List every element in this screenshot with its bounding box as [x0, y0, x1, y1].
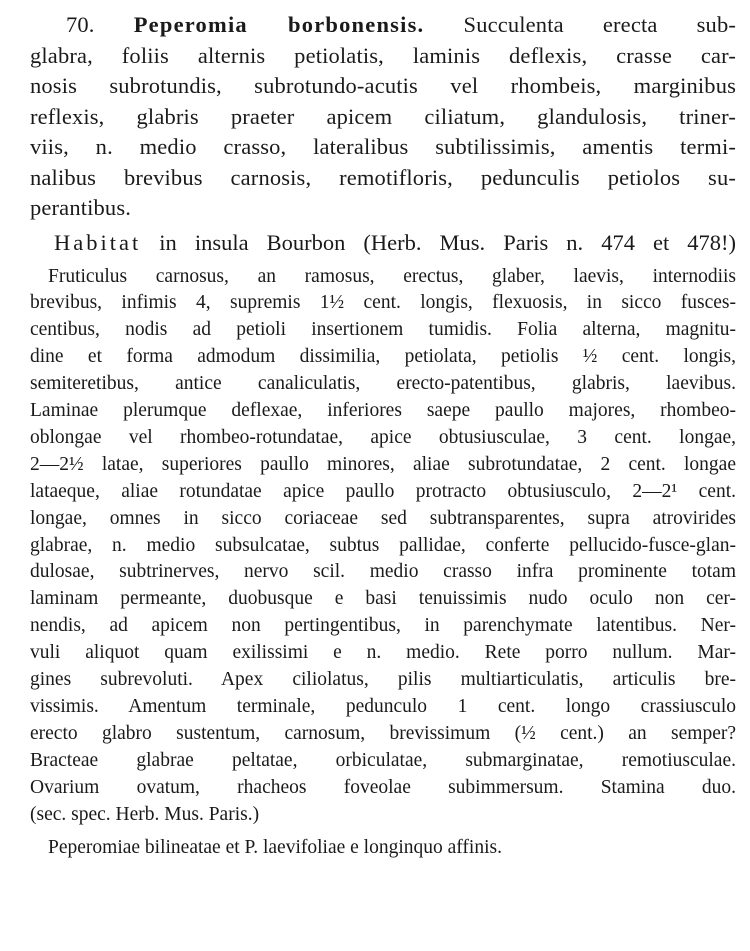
description-line: erecto glabro sustentum, carnosum, brevissimum (½ cent.) an semper? — [30, 722, 736, 744]
description-line: vuli aliquot quam exilissimi e n. medio. Rete porro nullum. Mar- — [30, 642, 736, 664]
description-line: Ovarium ovatum, rhacheos foveolae subimmersum. Stamina duo. — [30, 776, 736, 798]
description-line: dine et forma admodum dissimilia, petiolata, petiolis ½ cent. longis, — [30, 346, 736, 368]
description-line: Fruticulus carnosus, an ramosus, erectus, glaber, laevis, internodiis — [48, 265, 736, 287]
species-name: Peperomia borbonensis. — [133, 12, 425, 37]
diagnosis-line: reflexis, glabris praeter apicem ciliatum, glandulosis, triner- — [30, 103, 736, 129]
diagnosis-line: perantibus. — [30, 195, 131, 220]
description-line: vissimis. Amentum terminale, pedunculo 1 cent. longo crassiusculo — [30, 696, 736, 717]
description-line: centibus, nodis ad petioli insertionem tumidis. Folia alterna, magnitu- — [30, 319, 736, 341]
description-line: (sec. spec. Herb. Mus. Paris.) — [30, 803, 260, 825]
diagnosis-line: nalibus brevibus carnosis, remotifloris, pedunculis petiolos su- — [30, 164, 736, 190]
diagnosis-line: nosis subrotundis, subrotundo-acutis vel rhombeis, marginibus — [30, 73, 736, 98]
habitat-word: Habitat — [54, 229, 142, 255]
species-number: 70. — [66, 12, 95, 37]
description-line: laminam permeante, duobusque e basi tenuissimis nudo oculo non cer- — [30, 588, 736, 610]
description-line: longae, omnes in sicco coriaceae sed subtransparentes, supra atrovirides — [30, 507, 736, 529]
description-line: lataeque, aliae rotundatae apice paullo protracto obtusiusculo, 2—2¹ cent. — [30, 480, 736, 502]
description-line: Laminae plerumque deflexae, inferiores saepe paullo majores, rhombeo- — [30, 400, 736, 422]
description-line: brevibus, infimis 4, supremis 1½ cent. longis, flexuosis, in sicco fusces- — [30, 292, 736, 314]
diagnosis-line: glabra, foliis alternis petiolatis, laminis deflexis, crasse car- — [30, 42, 736, 68]
description-line: Bracteae glabrae peltatae, orbiculatae, submarginatae, remotiusculae. — [30, 749, 736, 771]
description-block — [30, 264, 736, 829]
description-line: glabrae, n. medio subsulcatae, subtus pallidae, conferte pellucido-fusce-glan- — [30, 534, 736, 556]
affinity-note: Peperomiae bilineatae et P. laevifoliae e longinquo affinis. — [48, 836, 502, 858]
diagnosis-heading-line — [30, 10, 736, 41]
description-line: dulosae, subtrinerves, nervo scil. medio crasso infra prominente totam — [30, 561, 736, 583]
diagnosis-block — [30, 10, 736, 224]
description-line: nendis, ad apicem non pertingentibus, in parenchymate latentibus. Ner- — [30, 615, 736, 637]
description-line: gines subrevoluti. Apex ciliolatus, pilis multiarticulatis, articulis bre- — [30, 669, 736, 691]
diagnosis-line: viis, n. medio crasso, lateralibus subtilissimis, amentis termi- — [30, 134, 736, 159]
description-line: oblongae vel rhombeo-rotundatae, apice obtusiusculae, 3 cent. longae, — [30, 426, 736, 448]
habitat-line — [30, 228, 736, 258]
description-line: 2—2½ latae, superiores paullo minores, aliae subrotundatae, 2 cent. longae — [30, 453, 736, 475]
description-line: semiteretibus, antice canaliculatis, erecto-patentibus, glabris, laevibus. — [30, 373, 736, 395]
diagnosis-line: Succulenta erecta sub- — [463, 12, 736, 37]
habitat-locality: in insula Bourbon (Herb. Mus. Paris n. 474 et 478!) — [159, 229, 736, 255]
